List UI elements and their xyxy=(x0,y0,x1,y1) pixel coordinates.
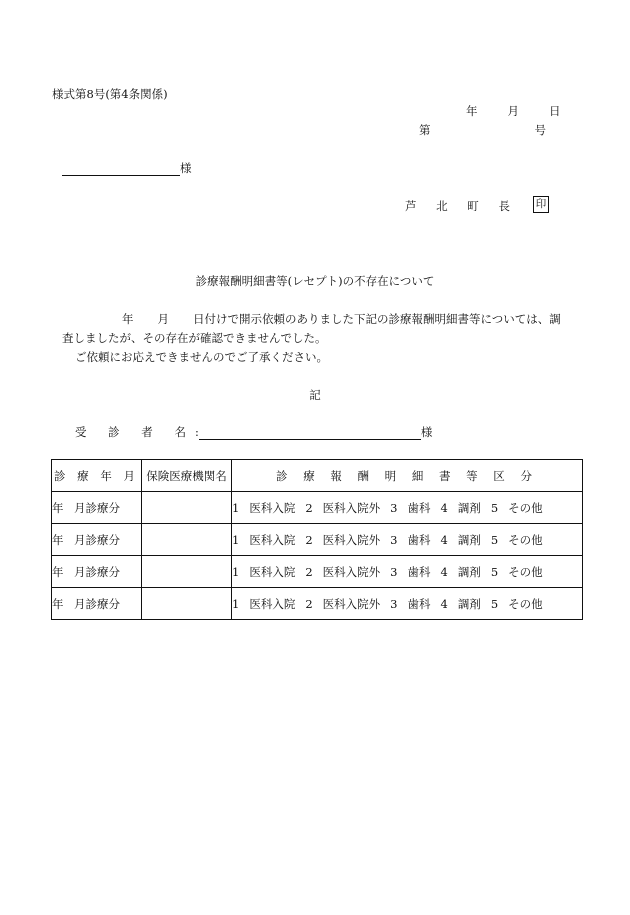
header-institution: 保険医療機関名 xyxy=(142,460,232,492)
category-option[interactable]: 医科入院外 xyxy=(322,500,381,515)
institution-cell[interactable] xyxy=(142,556,232,588)
statement-category-cell[interactable] xyxy=(232,524,583,556)
category-option[interactable]: 調剤 xyxy=(457,596,481,611)
category-number: 4 xyxy=(440,532,448,547)
document-number-line xyxy=(419,122,546,138)
row-year-label: 年 xyxy=(52,564,64,579)
category-option[interactable]: その他 xyxy=(508,564,543,579)
institution-cell[interactable] xyxy=(142,588,232,620)
date-year: 年 xyxy=(466,104,478,118)
row-month-label: 月診療分 xyxy=(74,596,120,611)
table-row xyxy=(52,524,583,556)
category-option[interactable]: 調剤 xyxy=(457,564,481,579)
body-text-1: 日付けで開示依頼のありました下記の診療報酬明細書等については、調 xyxy=(193,312,561,326)
category-number: 5 xyxy=(490,564,499,579)
table-row xyxy=(52,556,583,588)
recipient-suffix: 様 xyxy=(180,161,192,175)
category-option[interactable]: 調剤 xyxy=(457,500,481,515)
header-statement-category: 診 療 報 酬 明 細 書 等 区 分 xyxy=(232,460,583,492)
table-row xyxy=(52,492,583,524)
table-row xyxy=(52,588,583,620)
category-option[interactable]: 医科入院外 xyxy=(322,564,381,579)
category-number: 1 xyxy=(232,500,240,515)
category-option[interactable]: その他 xyxy=(508,532,543,547)
date-month: 月 xyxy=(507,104,519,118)
category-option[interactable]: 医科入院外 xyxy=(322,532,381,547)
category-option[interactable]: 調剤 xyxy=(457,532,481,547)
row-month-label: 月診療分 xyxy=(74,532,120,547)
category-option[interactable]: 医科入院 xyxy=(249,564,296,579)
statement-category-cell[interactable] xyxy=(232,492,583,524)
category-number: 5 xyxy=(490,532,499,547)
category-number: 1 xyxy=(232,596,240,611)
recipient-blank[interactable] xyxy=(62,163,180,176)
treatment-month-cell[interactable] xyxy=(52,492,142,524)
category-number: 3 xyxy=(390,532,398,547)
institution-cell[interactable] xyxy=(142,524,232,556)
body-line-2: 査しましたが、その存在が確認できませんでした。 xyxy=(62,331,327,345)
category-option[interactable]: 歯科 xyxy=(407,532,431,547)
category-number: 5 xyxy=(490,596,499,611)
header-treatment-month: 診 療 年 月 xyxy=(52,460,142,492)
category-option[interactable]: その他 xyxy=(508,596,543,611)
treatment-month-cell[interactable] xyxy=(52,524,142,556)
category-option[interactable]: 歯科 xyxy=(407,564,431,579)
row-month-label: 月診療分 xyxy=(74,500,120,515)
category-option[interactable]: 医科入院 xyxy=(249,596,296,611)
patient-name-line xyxy=(75,424,432,440)
row-year-label: 年 xyxy=(52,500,64,515)
treatment-month-cell[interactable] xyxy=(52,556,142,588)
category-number: 4 xyxy=(440,500,448,515)
doc-number-prefix: 第 xyxy=(419,123,431,137)
category-number: 3 xyxy=(390,500,398,515)
table-header-row xyxy=(52,460,583,492)
row-year-label: 年 xyxy=(52,532,64,547)
row-month-label: 月診療分 xyxy=(74,564,120,579)
statement-category-cell[interactable] xyxy=(232,588,583,620)
category-option[interactable]: 医科入院外 xyxy=(322,596,381,611)
body-month: 月 xyxy=(157,312,169,326)
category-number: 1 xyxy=(232,532,240,547)
row-year-label: 年 xyxy=(52,596,64,611)
date-day: 日 xyxy=(549,104,561,118)
category-number: 3 xyxy=(390,596,398,611)
category-number: 2 xyxy=(305,500,313,515)
body-year: 年 xyxy=(122,312,134,326)
category-option[interactable]: 医科入院 xyxy=(249,532,296,547)
category-number: 5 xyxy=(490,500,499,515)
recipient-line xyxy=(62,160,192,176)
category-number: 4 xyxy=(440,596,448,611)
category-number: 2 xyxy=(305,596,313,611)
patient-name-blank[interactable] xyxy=(199,427,421,440)
category-number: 1 xyxy=(232,564,240,579)
patient-suffix: 様 xyxy=(420,425,433,439)
treatment-month-cell[interactable] xyxy=(52,588,142,620)
category-option[interactable]: 歯科 xyxy=(407,500,431,515)
category-option[interactable]: その他 xyxy=(508,500,543,515)
seal-mark: 印 xyxy=(533,196,549,213)
patient-colon: : xyxy=(194,425,199,439)
form-number: 様式第8号(第4条関係) xyxy=(52,87,168,101)
body-line-3: ご依頼にお応えできませんのでご了承ください。 xyxy=(75,350,328,364)
date-line xyxy=(466,103,561,119)
sender-title: 芦 北 町 長 xyxy=(405,199,518,213)
category-number: 4 xyxy=(440,564,448,579)
doc-number-suffix: 号 xyxy=(534,123,546,137)
category-number: 2 xyxy=(305,564,313,579)
category-number: 3 xyxy=(390,564,398,579)
document-title: 診療報酬明細書等(レセプト)の不存在について xyxy=(195,274,435,288)
category-number: 2 xyxy=(305,532,313,547)
category-option[interactable]: 歯科 xyxy=(407,596,431,611)
patient-label: 受 診 者 名 xyxy=(75,425,195,439)
statement-category-cell[interactable] xyxy=(232,556,583,588)
receipt-table xyxy=(51,459,583,620)
category-option[interactable]: 医科入院 xyxy=(249,500,296,515)
institution-cell[interactable] xyxy=(142,492,232,524)
body-line-1 xyxy=(62,311,561,327)
ki-heading: 記 xyxy=(309,388,321,402)
